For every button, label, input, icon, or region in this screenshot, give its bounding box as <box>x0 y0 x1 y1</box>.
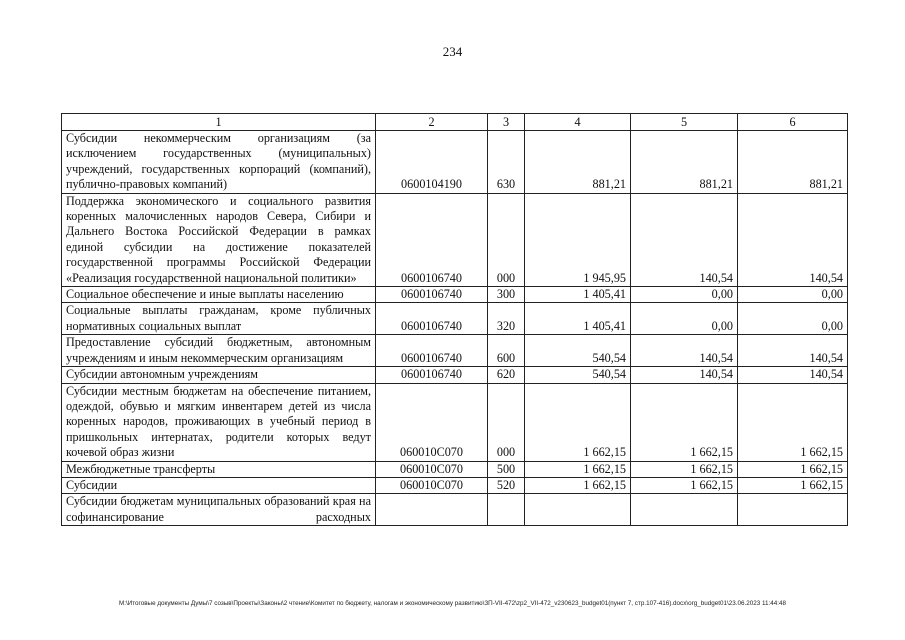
column-header: 2 <box>376 114 488 131</box>
table-row <box>62 335 848 367</box>
expense-type-code <box>488 494 525 526</box>
budget-table <box>61 113 848 526</box>
target-article-code: 0600106740 <box>376 335 488 367</box>
amount-col-6: 1 662,15 <box>738 383 848 461</box>
table-row <box>62 131 848 194</box>
amount-col-5: 0,00 <box>631 287 738 303</box>
row-description: Межбюджетные трансферты <box>62 461 376 477</box>
amount-col-6: 0,00 <box>738 303 848 335</box>
amount-col-4 <box>525 494 631 526</box>
amount-col-4: 540,54 <box>525 367 631 383</box>
table-row <box>62 383 848 461</box>
target-article-code: 0600106740 <box>376 193 488 286</box>
amount-col-4: 1 662,15 <box>525 461 631 477</box>
amount-col-6 <box>738 494 848 526</box>
amount-col-5 <box>631 494 738 526</box>
amount-col-6: 140,54 <box>738 193 848 286</box>
target-article-code: 0600106740 <box>376 367 488 383</box>
amount-col-4: 1 405,41 <box>525 303 631 335</box>
expense-type-code: 320 <box>488 303 525 335</box>
expense-type-code: 000 <box>488 193 525 286</box>
table-row <box>62 193 848 286</box>
target-article-code: 0600106740 <box>376 287 488 303</box>
row-description: Предоставление субсидий бюджетным, автономным учреждениям и иным некоммерческим организациям <box>62 335 376 367</box>
table-row <box>62 287 848 303</box>
expense-type-code: 300 <box>488 287 525 303</box>
amount-col-5: 1 662,15 <box>631 461 738 477</box>
column-header: 1 <box>62 114 376 131</box>
column-header: 4 <box>525 114 631 131</box>
amount-col-6: 881,21 <box>738 131 848 194</box>
amount-col-6: 140,54 <box>738 367 848 383</box>
table-row <box>62 494 848 526</box>
row-description: Субсидии <box>62 477 376 493</box>
table-header-row <box>62 114 848 131</box>
row-description: Субсидии некоммерческим организациям (за исключением государственных (муниципальных) учреждений, государственных корпораций (компаний), публично-правовых компаний) <box>62 131 376 194</box>
amount-col-6: 0,00 <box>738 287 848 303</box>
amount-col-4: 1 405,41 <box>525 287 631 303</box>
amount-col-4: 1 662,15 <box>525 383 631 461</box>
table-row <box>62 461 848 477</box>
row-description: Социальное обеспечение и иные выплаты населению <box>62 287 376 303</box>
amount-col-4: 1 945,95 <box>525 193 631 286</box>
expense-type-code: 500 <box>488 461 525 477</box>
target-article-code <box>376 494 488 526</box>
expense-type-code: 620 <box>488 367 525 383</box>
row-description: Поддержка экономического и социального развития коренных малочисленных народов Севера, Сибири и Дальнего Востока Российской Федерации в рамках единой субсидии на достижение показателей государственной программы Российской Федерации «Реализация государственной национальной политики» <box>62 193 376 286</box>
expense-type-code: 630 <box>488 131 525 194</box>
amount-col-5: 0,00 <box>631 303 738 335</box>
amount-col-4: 1 662,15 <box>525 477 631 493</box>
row-description: Субсидии местным бюджетам на обеспечение питанием, одеждой, обувью и мягким инвентарем детей из числа коренных народов, проживающих в учебный период в пришкольных интернатах, родители которых ведут кочевой образ жизни <box>62 383 376 461</box>
table-row <box>62 303 848 335</box>
page-number: 234 <box>442 44 463 59</box>
target-article-code: 060010С070 <box>376 383 488 461</box>
row-description: Социальные выплаты гражданам, кроме публичных нормативных социальных выплат <box>62 303 376 335</box>
target-article-code: 0600106740 <box>376 303 488 335</box>
amount-col-5: 140,54 <box>631 367 738 383</box>
table-row <box>62 367 848 383</box>
column-header: 6 <box>738 114 848 131</box>
amount-col-6: 140,54 <box>738 335 848 367</box>
amount-col-6: 1 662,15 <box>738 461 848 477</box>
amount-col-4: 540,54 <box>525 335 631 367</box>
target-article-code: 0600104190 <box>376 131 488 194</box>
column-header: 5 <box>631 114 738 131</box>
expense-type-code: 600 <box>488 335 525 367</box>
file-path-footer: M:\Итоговые документы Думы\7 созыв\Проекты\Законы\2 чтение\Комитет по бюджету, налогам и экономическому развитию\ЗП-VII-472\zp2_VII-472_v230623_budget01(пункт 7, стр.107-416).docx\org_budget01\23.06.2023 11:44:48 <box>118 600 787 607</box>
amount-col-4: 881,21 <box>525 131 631 194</box>
row-description: Субсидии автономным учреждениям <box>62 367 376 383</box>
amount-col-5: 140,54 <box>631 335 738 367</box>
amount-col-5: 1 662,15 <box>631 383 738 461</box>
amount-col-5: 140,54 <box>631 193 738 286</box>
amount-col-5: 1 662,15 <box>631 477 738 493</box>
target-article-code: 060010С070 <box>376 477 488 493</box>
amount-col-6: 1 662,15 <box>738 477 848 493</box>
amount-col-5: 881,21 <box>631 131 738 194</box>
expense-type-code: 000 <box>488 383 525 461</box>
row-description: Субсидии бюджетам муниципальных образований края на софинансирование расходных <box>62 494 376 526</box>
expense-type-code: 520 <box>488 477 525 493</box>
column-header: 3 <box>488 114 525 131</box>
target-article-code: 060010С070 <box>376 461 488 477</box>
table-row <box>62 477 848 493</box>
